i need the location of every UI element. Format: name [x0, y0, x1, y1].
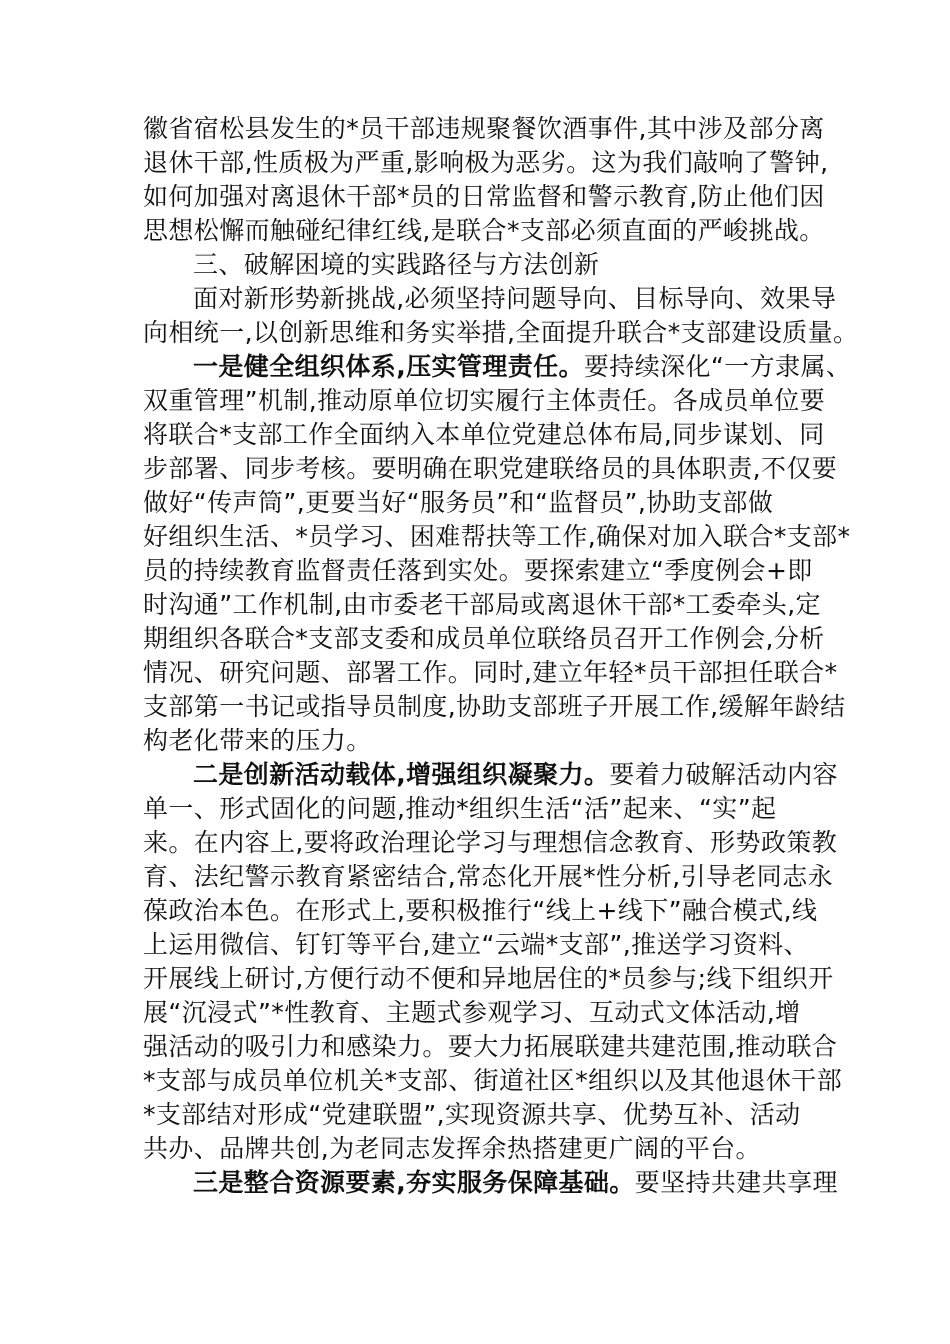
paragraph-line: *支部结对形成“党建联盟”,实现资源共享、优势互补、活动	[143, 1100, 801, 1129]
paragraph-line: 强活动的吸引力和感染力。要大力拓展联建共建范围,推动联合	[143, 1032, 838, 1061]
paragraph-text: 要持续深化“一方隶属、	[583, 352, 852, 381]
paragraph-lead: 一是健全组织体系,压实管理责任。	[193, 352, 584, 381]
section-heading: 三、破解困境的实践路径与方法创新	[193, 250, 600, 279]
paragraph-text: 要着力破解活动内容	[609, 760, 838, 789]
paragraph-line: 好组织生活、*员学习、困难帮扶等工作,确保对加入联合*支部*	[143, 522, 851, 551]
paragraph-lead: 三是整合资源要素,夯实服务保障基础。	[193, 1168, 635, 1197]
paragraph-line: 开展线上研讨,方便行动不便和异地居住的*员参与;线下组织开	[143, 964, 834, 993]
paragraph-line: 时沟通”工作机制,由市委老干部局或离退休干部*工委牵头,定	[143, 590, 821, 619]
paragraph-line: 单一、形式固化的问题,推动*组织生活“活”起来、“实”起	[143, 794, 777, 823]
paragraph-line: 共办、品牌共创,为老同志发挥余热搭建更广阔的平台。	[143, 1134, 761, 1163]
paragraph-line: 育、法纪警示教育紧密结合,常态化开展*性分析,引导老同志永	[143, 862, 833, 891]
paragraph-line	[143, 758, 838, 792]
paragraph-line: 退休干部,性质极为严重,影响极为恶劣。这为我们敲响了警钟,	[143, 148, 829, 177]
paragraph-line: 思想松懈而触碰纪律红线,是联合*支部必须直面的严峻挑战。	[143, 216, 825, 245]
paragraph-line: 期组织各联合*支部支委和成员单位联络员召开工作例会,分析	[143, 624, 825, 653]
paragraph-line: 展“沉浸式”*性教育、主题式参观学习、互动式文体活动,增	[143, 998, 801, 1027]
paragraph-line: 向相统一,以创新思维和务实举措,全面提升联合*支部建设质量。	[143, 318, 859, 347]
paragraph-line: 步部署、同步考核。要明确在职党建联络员的具体职责,不仅要	[143, 454, 838, 483]
paragraph-line: 情况、研究问题、部署工作。同时,建立年轻*员干部担任联合*	[143, 658, 838, 687]
paragraph-line	[143, 350, 852, 384]
paragraph-lead: 二是创新活动载体,增强组织凝聚力。	[193, 760, 610, 789]
paragraph-line: 来。在内容上,要将政治理论学习与理想信念教育、形势政策教	[143, 828, 838, 857]
paragraph-line: 上运用微信、钉钉等平台,建立“云端*支部”,推送学习资料、	[143, 930, 809, 959]
paragraph-text: 要坚持共建共享理	[634, 1168, 838, 1197]
paragraph-line: 双重管理”机制,推动原单位切实履行主体责任。各成员单位要	[143, 386, 826, 415]
paragraph-line: 做好“传声筒”,更要当好“服务员”和“监督员”,协助支部做	[143, 488, 774, 517]
paragraph-line: 面对新形势新挑战,必须坚持问题导向、目标导向、效果导	[193, 284, 837, 313]
paragraph-line: 葆政治本色。在形式上,要积极推行“线上+线下”融合模式,线	[143, 896, 818, 925]
paragraph-line: 员的持续教育监督责任落到实处。要探索建立“季度例会+即	[143, 556, 813, 585]
paragraph-line: *支部与成员单位机关*支部、街道社区*组织以及其他退休干部	[143, 1066, 843, 1095]
paragraph-line: 构老化带来的压力。	[143, 726, 372, 755]
paragraph-line: 将联合*支部工作全面纳入本单位党建总体布局,同步谋划、同	[143, 420, 825, 449]
document-body	[143, 112, 859, 1200]
paragraph-line: 徽省宿松县发生的*员干部违规聚餐饮酒事件,其中涉及部分离	[143, 114, 825, 143]
paragraph-line: 支部第一书记或指导员制度,协助支部班子开展工作,缓解年龄结	[143, 692, 846, 721]
paragraph-line: 如何加强对离退休干部*员的日常监督和警示教育,防止他们因	[143, 182, 825, 211]
paragraph-line	[143, 1166, 838, 1200]
